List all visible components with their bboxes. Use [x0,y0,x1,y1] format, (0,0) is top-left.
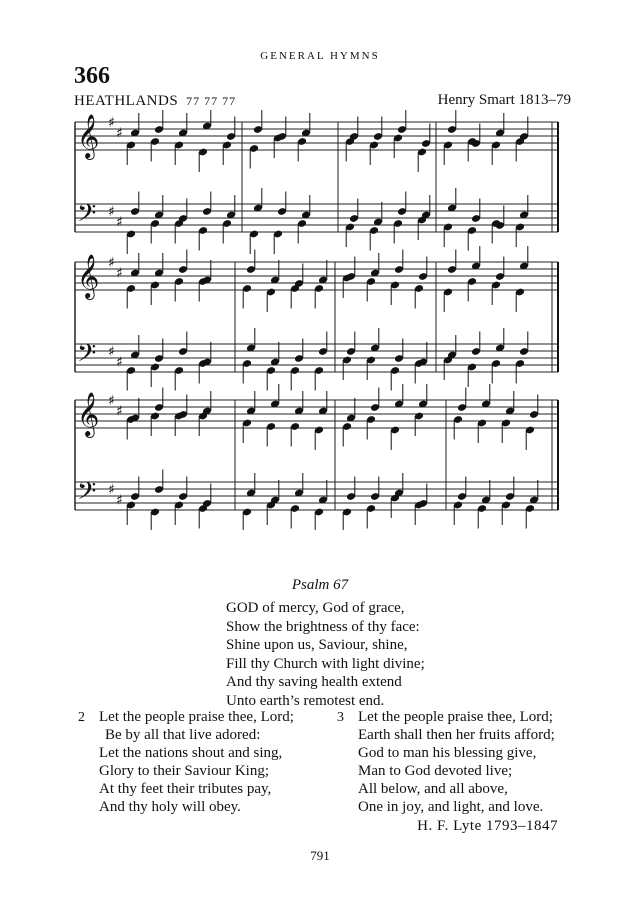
treble-clef-icon: 𝄞 [77,114,100,158]
sharp-icon: ♯ [116,492,123,509]
sharp-icon: ♯ [108,115,115,131]
verse-line: Be by all that live adored: [105,727,261,743]
sharp-icon: ♯ [116,214,123,231]
verse-line: God to man his blessing give, [358,745,537,761]
verse-line: Glory to their Saviour King; [99,763,269,779]
author-credit: H. F. Lyte 1793–1847 [417,818,558,834]
sharp-icon: ♯ [108,393,115,409]
verse-line: All below, and all above, [358,781,508,797]
sharp-icon: ♯ [108,344,115,360]
verse-2-number: 2 [78,710,85,725]
verse-line: At thy feet their tributes pay, [99,781,272,797]
verse-line: Let the nations shout and sing, [99,745,283,761]
tune-line [74,93,236,110]
verse-line: Show the brightness of thy face: [226,618,420,635]
verse-1 [226,599,425,710]
page-number: 791 [310,848,330,863]
verse-3 [358,708,555,816]
sharp-icon: ♯ [108,204,115,220]
metre: 77 77 77 [186,94,237,108]
bass-clef-icon: 𝄢 [77,199,97,234]
verse-line: Let the people praise thee, Lord; [99,709,294,725]
sharp-icon: ♯ [116,125,123,142]
verse-line: Let the people praise thee, Lord; [358,709,553,725]
verse-line: And thy saving health extend [226,674,402,690]
verse-line: Unto earth’s remotest end. [226,692,385,709]
music-score [70,110,570,530]
bass-clef-icon: 𝄢 [77,477,97,512]
verse-line: Shine upon us, Saviour, shine, [226,637,408,653]
verse-line: Fill thy Church with light divine; [226,655,425,672]
section-heading: GENERAL HYMNS [260,50,380,62]
verse-line: And thy holy will obey. [99,799,241,815]
sharp-icon: ♯ [108,482,115,498]
treble-clef-icon: 𝄞 [77,254,100,298]
verse-line: Earth shall then her fruits afford; [358,727,555,743]
sharp-icon: ♯ [108,255,115,271]
sharp-icon: ♯ [116,265,123,282]
bass-clef-icon: 𝄢 [77,339,97,374]
verse-line: GOD of mercy, God of grace, [226,600,405,616]
composer-credit: Henry Smart 1813–79 [437,92,571,108]
verse-line: One in joy, and light, and love. [358,799,544,815]
psalm-reference: Psalm 67 [291,577,349,593]
sharp-icon: ♯ [116,403,123,420]
verse-2 [99,708,294,816]
treble-clef-icon: 𝄞 [77,392,100,436]
hymn-number: 366 [74,63,110,89]
tune-name: HEATHLANDS [74,93,179,109]
verse-3-number: 3 [337,710,344,725]
verse-line: Man to God devoted live; [358,763,513,779]
sharp-icon: ♯ [116,354,123,371]
